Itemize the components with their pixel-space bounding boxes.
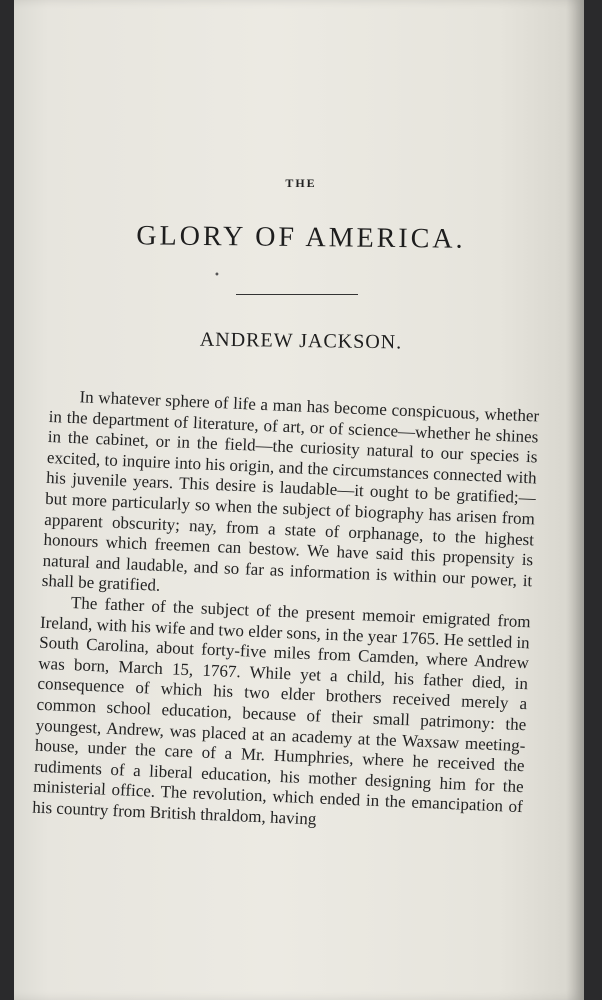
body-text (32, 386, 540, 839)
heading-the: THE (285, 176, 317, 190)
page-edge-shadow (566, 0, 584, 1000)
title-rule (236, 294, 358, 295)
paragraph-2: The father of the subject of the present memoir emigrated from Ireland, with his wife and two elder sons, in the year 1765. He settled in South Carolina, about forty-five miles from Camden, where Andrew was born, March 15, 1767. While yet a child, his father died, in consequence of which his two elder brothers received merely a common school education, because of their small patrimony: the youngest, Andrew, was placed at an academy at the Waxsaw meeting-house, under the care of a Mr. Humphries, where he received the rudiments of a liberal education, his mother designing him for the ministerial office. The revolution, which ended in the emancipation of his country from British thraldom, having (31, 593, 531, 829)
page-title: GLORY OF AMERICA. (136, 220, 466, 255)
chapter-subject: ANDREW JACKSON. (199, 328, 403, 354)
paragraph-1: In whatever sphere of life a man has become conspicuous, whether in the department of literature, of art, or of science—whether he shines in the cabinet, or in the field—the curiosity natural to our species is excited, to inquire into his origin, and the circumstances connected with his juvenile years. This desire is laudable—it ought to be gratified;—but more particularly so when the subject of biography has arisen from apparent obscurity; nay, from a state of orphanage, to the highest honours which freemen can bestow. We have said this propensity is natural and laudable, and so far as information is within our power, it shall be gratified. (41, 387, 540, 596)
ornament-dot: • (214, 270, 220, 281)
